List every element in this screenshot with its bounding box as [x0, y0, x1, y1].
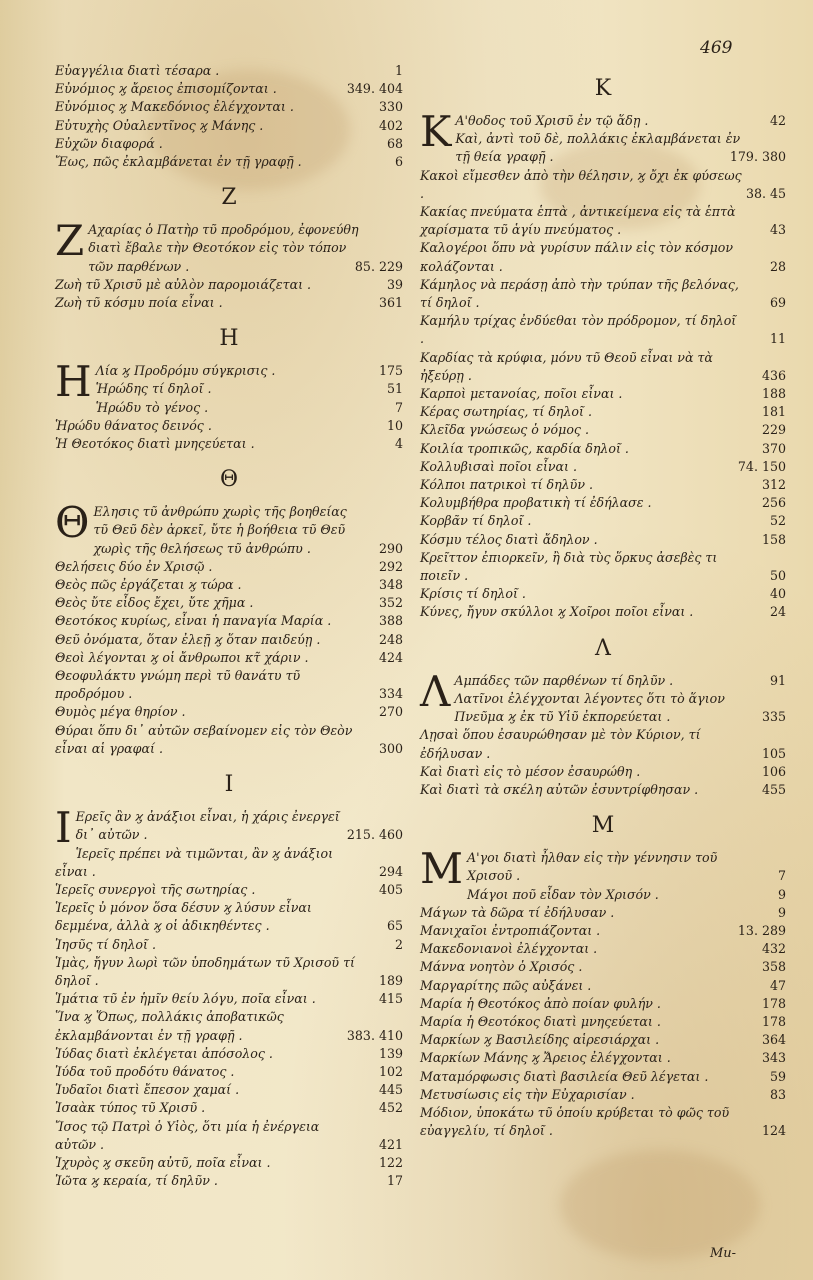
entry-text: Ἰυδαῖοι διατὶ ἔπεσον χαμαί .: [55, 1082, 240, 1098]
entry-page-reference: 215. 460: [346, 827, 403, 843]
entry-text: Μαρκίων Μάνης ϗ Ἄρειος ἐλέγχονται .: [420, 1050, 671, 1066]
index-entry: [420, 476, 786, 494]
entry-page-reference: 50: [769, 568, 786, 584]
drop-initial: M: [420, 844, 464, 894]
entry-page-reference: 343: [761, 1050, 786, 1066]
page-number: 469: [700, 38, 733, 58]
entry-text: Καρδίας τὰ κρύφια, μόνυ τῦ Θεοῦ εἶναι νὰ τὰ ἠξεύρῃ .: [420, 349, 713, 383]
entry-text: Ἔως, πῶς ἐκλαμβάνεται ἐν τῇ γραφῇ .: [55, 154, 302, 170]
entry-page-reference: 349. 404: [346, 81, 403, 97]
index-entry: [55, 1008, 403, 1044]
entry-page-reference: 52: [769, 513, 786, 529]
index-entry: [55, 1063, 403, 1081]
entry-text: Α'θοδος τοῦ Χρισῦ ἐν τῷ ἅδῃ .: [455, 113, 649, 128]
entry-page-reference: 312: [761, 477, 786, 493]
entry-page-reference: 91: [769, 672, 786, 688]
entry-page-reference: 383. 410: [346, 1027, 403, 1043]
entry-page-reference: 139: [378, 1045, 403, 1061]
entry-text: Κοιλία τροπικῶς, καρδία δηλοῖ .: [420, 440, 629, 456]
index-entry: [55, 294, 403, 312]
entry-page-reference: 124: [761, 1123, 786, 1139]
entry-page-reference: 47: [769, 977, 786, 993]
entry-text: Μαρία ἡ Θεοτόκος διατὶ μνηςεύεται .: [420, 1013, 661, 1029]
paper-stain: [560, 1150, 760, 1260]
index-entry: [420, 886, 786, 904]
entry-page-reference: 4: [394, 436, 403, 452]
entry-page-reference: 17: [386, 1173, 403, 1189]
drop-initial: Z: [55, 216, 85, 266]
entry-page-reference: 38. 45: [745, 185, 786, 201]
drop-initial: Λ: [420, 666, 451, 716]
index-entry: [420, 1049, 786, 1067]
index-entry: [55, 153, 403, 171]
index-entry: [420, 349, 786, 385]
entry-text: Εὐαγγέλια διατὶ τέσαρα .: [55, 63, 220, 78]
right-index-column: [420, 62, 786, 1140]
entry-text: Μαργαρίτης πῶς αὐξάνει .: [420, 977, 592, 993]
entry-text: Καὶ, ἀντὶ τοῦ δὲ, πολλάκις ἐκλαμβάνεται ἐν τῇ θεία γραφῇ .: [455, 131, 741, 165]
entry-page-reference: 59: [769, 1068, 786, 1084]
entry-page-reference: 364: [761, 1032, 786, 1048]
entry-text: Ἡ Θεοτόκος διατὶ μνηςεύεται .: [55, 436, 255, 452]
index-entry: [55, 954, 403, 990]
entry-page-reference: 335: [761, 709, 786, 725]
entry-page-reference: 415: [378, 991, 403, 1007]
catchword: Mu-: [710, 1246, 737, 1261]
index-entry: [55, 881, 403, 899]
index-entry: [55, 722, 403, 758]
entry-text: Ἰύδα τοῦ προδότυ θάνατος .: [55, 1063, 235, 1079]
index-entry: [55, 380, 403, 398]
entry-text: Ζωὴ τῦ κόσμυ ποία εἶναι .: [55, 295, 223, 311]
entry-page-reference: 300: [378, 740, 403, 756]
entry-page-reference: 40: [769, 586, 786, 602]
entry-page-reference: 43: [769, 222, 786, 238]
entry-page-reference: 13. 289: [737, 922, 786, 938]
index-entry-first: [55, 216, 403, 276]
entry-page-reference: 421: [378, 1136, 403, 1152]
entry-page-reference: 7: [777, 868, 786, 884]
entry-text: Κύνες, ἤγυν σκύλλοι ϗ Χοῖροι ποῖοι εἶναι .: [420, 604, 694, 620]
entry-page-reference: 402: [378, 117, 403, 133]
entry-text: Ἰχυρὸς ϗ σκεῦη αὐτῦ, ποῖα εἶναι .: [55, 1154, 271, 1170]
entry-page-reference: 7: [394, 399, 403, 415]
entry-text: Εὐχῶν διαφορά .: [55, 135, 163, 151]
entry-text: Μακεδονιανοὶ ἐλέγχονται .: [420, 941, 598, 957]
entry-text: Θεὸς ὔτε εἶδος ἔχει, ὔτε χῆμα .: [55, 595, 254, 611]
drop-initial: K: [420, 107, 452, 156]
entry-text: Ἰῶτα ϗ κεραία, τί δηλῦν .: [55, 1173, 218, 1189]
entry-text: Κολλυβισαὶ ποῖοι εἶναι .: [420, 458, 577, 474]
entry-text: Κρεῖττον ἐπιορκεῖν, ἢ διὰ τὺς ὅρκυς ἀσεβὲς τι ποιεῖν .: [420, 549, 718, 584]
entry-page-reference: 178: [761, 995, 786, 1011]
index-entry: [420, 977, 786, 995]
entry-text: Μαρία ἡ Θεοτόκος ἀπὸ ποίαν φυλήν .: [420, 995, 661, 1011]
entry-page-reference: 455: [761, 781, 786, 797]
index-entry: [420, 440, 786, 458]
entry-text: Λῃσαὶ ὅπου ἐσαυρώθησαν μὲ τὸν Κύριον, τί ἐδήλυσαν .: [420, 727, 701, 761]
entry-page-reference: 68: [386, 135, 403, 151]
entry-text: Ἱερεῖς ὐ μόνον ὅσα δέσυν ϗ λύσυν εἶναι δεμμένα, ἀλλὰ ϗ οἱ ἀδικηθέντες .: [55, 900, 312, 934]
entry-text: Ζωὴ τῦ Χρισῦ μὲ αὐλὸν παρομοιάζεται .: [55, 276, 312, 292]
entry-page-reference: 6: [394, 154, 403, 170]
entry-page-reference: 292: [378, 558, 403, 574]
index-entry: [55, 1154, 403, 1172]
index-entry: [55, 417, 403, 435]
entry-text: Θεοφυλάκτυ γνώμη περὶ τῦ θανάτυ τῦ προδρόμου .: [55, 668, 301, 702]
index-entry: [420, 1104, 786, 1140]
index-entry: [420, 239, 786, 275]
index-entry: [420, 940, 786, 958]
entry-text: Κολυμβήθρα προβατικὴ τί ἐδήλασε .: [420, 495, 652, 511]
index-entry: [55, 399, 403, 417]
entry-page-reference: 361: [378, 295, 403, 311]
index-entry: [420, 781, 786, 799]
entry-page-reference: 122: [378, 1154, 403, 1170]
entry-text: Ἱερεῖς συνεργοὶ τῆς σωτηρίας .: [55, 881, 256, 897]
index-entry: [420, 958, 786, 976]
index-entry: [55, 649, 403, 667]
entry-page-reference: 330: [378, 99, 403, 115]
entry-page-reference: 74. 150: [737, 458, 786, 474]
entry-text: Θυμὸς μέγα θηρίον .: [55, 704, 186, 720]
entry-text: Καὶ διατὶ εἰς τὸ μέσον ἐσαυρώθη .: [420, 763, 641, 779]
index-entry: [55, 1081, 403, 1099]
entry-text: Θεὸς πῶς ἐργάζεται ϗ τώρα .: [55, 577, 242, 593]
entry-page-reference: 290: [378, 540, 403, 556]
entry-text: Ερεῖς ἂν ϗ ἀνάξιοι εἶναι, ἡ χάρις ἐνεργεῖ δι᾽ αὐτῶν .: [75, 809, 340, 843]
entry-page-reference: 405: [378, 881, 403, 897]
index-entry: [420, 403, 786, 421]
entry-page-reference: 352: [378, 595, 403, 611]
entry-text: Α'γοι διατὶ ἦλθαν εἰς τὴν γέννησιν τοῦ Χρισοῦ .: [467, 850, 718, 884]
entry-text: Λατῖνοι ἐλέγχονται λέγοντες ὅτι τὸ ἅγιον Πνεῦμα ϗ ἐκ τῦ Υἱῦ ἐκπορεύεται .: [454, 690, 725, 725]
section-letter-heading: K: [594, 76, 612, 101]
index-entry: [55, 117, 403, 135]
entry-page-reference: 452: [378, 1100, 403, 1116]
index-entry: [55, 62, 403, 80]
entry-page-reference: 28: [769, 258, 786, 274]
entry-page-reference: 83: [769, 1086, 786, 1102]
entry-text: Εὐνόμιος ϗ Μακεδόνιος ἐλέγχονται .: [55, 99, 294, 115]
entry-page-reference: 189: [378, 972, 403, 988]
entry-page-reference: 9: [777, 904, 786, 920]
index-entry: [55, 899, 403, 935]
drop-initial: I: [55, 803, 72, 853]
entry-text: Ελησις τῦ ἀνθρώπυ χωρὶς τῆς βοηθείας τῦ Θεῦ δὲν ἀρκεῖ, ὔτε ἡ βοήθεια τῦ Θεῦ χωρὶς τῆς θελήσεως τῦ ἀνθρώπυ .: [93, 504, 347, 556]
entry-text: Αμπάδες τῶν παρθένων τί δηλῦν .: [454, 672, 674, 688]
index-entry: [420, 690, 786, 726]
index-entry-first: [55, 803, 403, 853]
index-entry: [55, 594, 403, 612]
entry-text: Κλεῖδα γνώσεως ὁ νόμος .: [420, 422, 589, 438]
index-entry: [55, 1099, 403, 1117]
index-entry: [55, 276, 403, 294]
entry-page-reference: 39: [386, 276, 403, 292]
index-entry: [420, 531, 786, 549]
entry-page-reference: 105: [761, 745, 786, 761]
index-entry: [55, 1172, 403, 1190]
entry-text: Θεοτόκος κυρίως, εἶναι ἡ παναγία Μαρία .: [55, 613, 332, 629]
entry-page-reference: 188: [761, 386, 786, 402]
entry-text: Ἱμὰς, ἤγυν λωρὶ τῶν ὑποδημάτων τῦ Χρισοῦ τί δηλοῖ .: [55, 954, 355, 988]
index-entry: [420, 549, 786, 585]
index-entry: [55, 1118, 403, 1154]
entry-page-reference: 2: [394, 936, 403, 952]
entry-text: Ἰύδας διατὶ ἐκλέγεται ἀπόσολος .: [55, 1045, 273, 1061]
entry-text: Θύραι ὅπυ δι᾽ αὐτῶν σεβαίνομεν εἰς τὸν Θεὸν εἶναι αἱ γραφαί .: [55, 722, 353, 756]
index-entry-first: [55, 498, 403, 558]
left-index-column: [55, 62, 403, 1190]
index-entry: [420, 904, 786, 922]
entry-page-reference: 432: [761, 941, 786, 957]
entry-text: Μανιχαῖοι ἐντροπιάζονται .: [420, 922, 601, 938]
index-entry: [420, 421, 786, 439]
entry-page-reference: 65: [386, 918, 403, 934]
index-entry: [55, 435, 403, 453]
entry-text: Εὐτυχὴς Οὐαλεντῖνος ϗ Μάνης .: [55, 117, 264, 133]
section-letter-heading: Θ: [219, 467, 239, 493]
entry-page-reference: 175: [378, 363, 403, 379]
entry-text: Μάγων τὰ δῶρα τί ἐδήλυσαν .: [420, 904, 615, 920]
section-letter-heading: M: [591, 813, 615, 839]
index-entry: [420, 167, 786, 203]
entry-page-reference: 388: [378, 613, 403, 629]
entry-text: Μάννα νοητὸν ὁ Χρισός .: [420, 959, 583, 975]
section-letter-heading: H: [219, 326, 239, 352]
entry-text: Καὶ διατὶ τὰ σκέλη αὐτῶν ἐσυντρίφθησαν .: [420, 781, 699, 797]
index-entry: [420, 494, 786, 512]
entry-text: Κακοὶ εἴμεσθεν ἀπὸ τὴν θέλησιν, ϗ ὄχι ἐκ φύσεως .: [420, 167, 742, 201]
index-entry: [55, 667, 403, 703]
index-entry: [55, 936, 403, 954]
index-entry: [420, 1031, 786, 1049]
entry-page-reference: 11: [769, 331, 786, 347]
entry-page-reference: 24: [769, 604, 786, 620]
index-entry: [55, 845, 403, 881]
entry-page-reference: 1: [394, 63, 403, 78]
entry-page-reference: 85. 229: [354, 258, 403, 274]
entry-page-reference: 9: [777, 886, 786, 902]
entry-page-reference: 178: [761, 1013, 786, 1029]
index-entry: [420, 726, 786, 762]
section-letter-heading: I: [224, 772, 234, 798]
entry-text: Μάγοι ποῦ εἶδαν τὸν Χρισόν .: [467, 886, 659, 902]
drop-initial: Θ: [55, 498, 90, 548]
index-entry: [420, 276, 786, 312]
index-entry: [55, 612, 403, 630]
entry-page-reference: 424: [378, 649, 403, 665]
entry-page-reference: 270: [378, 704, 403, 720]
drop-initial: H: [55, 357, 92, 407]
entry-page-reference: 248: [378, 631, 403, 647]
index-entry: [420, 130, 786, 166]
entry-text: Ἰησῦς τί δηλοῖ .: [55, 936, 156, 952]
entry-text: Ἴσος τῷ Πατρὶ ὁ Υἱὸς, ὅτι μία ἡ ἐνέργεια αὐτῶν .: [55, 1118, 320, 1152]
entry-page-reference: 102: [378, 1063, 403, 1079]
section-letter-heading: Λ: [595, 635, 611, 661]
index-entry: [55, 703, 403, 721]
index-entry: [55, 631, 403, 649]
entry-text: Καμήλυ τρίχας ἐνδύεθαι τὸν πρόδρομον, τί δηλοῖ .: [420, 313, 737, 347]
index-entry: [55, 1045, 403, 1063]
entry-text: Κόλποι πατρικοὶ τί δηλῦν .: [420, 477, 593, 493]
entry-text: Αχαρίας ὁ Πατὴρ τῦ προδρόμου, ἐφονεύθη διατὶ ἔβαλε τὴν Θεοτόκον εἰς τὸν τόπον τῶν παρθένων .: [88, 222, 359, 274]
entry-text: Ἰσαὰκ τύπος τῦ Χρισῦ .: [55, 1100, 206, 1116]
entry-text: Κακίας πνεύματα ἑπτὰ , ἀντικείμενα εἰς τὰ ἑπτὰ χαρίσματα τῦ ἁγίυ πνεύματος .: [420, 204, 736, 238]
entry-page-reference: 181: [761, 404, 786, 420]
index-entry: [420, 312, 786, 348]
entry-text: Ἵνα ϗ Ὅπως, πολλάκις ἀποβατικῶς ἐκλαμβάνονται ἐν τῇ γραφῇ .: [55, 1009, 284, 1043]
entry-text: Μαρκίων ϗ Βασιλείδης αἱρεσιάρχαι .: [420, 1032, 660, 1048]
entry-page-reference: 42: [769, 113, 786, 128]
index-entry: [55, 135, 403, 153]
entry-text: Θεῦ ὀνόματα, ὅταν ἐλεῇ ϗ ὅταν παιδεύῃ .: [55, 631, 321, 647]
entry-page-reference: 436: [761, 367, 786, 383]
entry-text: Μετυσίωσις εἰς τὴν Εὐχαρισίαν .: [420, 1086, 635, 1102]
index-entry: [420, 1013, 786, 1031]
index-entry: [420, 763, 786, 781]
entry-text: Μόδιον, ὑποκάτω τῦ ὁποίυ κρύβεται τὸ φῶς τοῦ εὐαγγελίυ, τί δηλοῖ .: [420, 1104, 730, 1139]
entry-text: Κορβᾶν τί δηλοῖ .: [420, 513, 532, 529]
entry-page-reference: 256: [761, 495, 786, 511]
entry-text: Ματαμόρφωσις διατὶ βασιλεία Θεῦ λέγεται .: [420, 1068, 709, 1084]
entry-page-reference: 370: [761, 440, 786, 456]
index-entry: [420, 512, 786, 530]
entry-page-reference: 158: [761, 531, 786, 547]
index-entry: [55, 80, 403, 98]
entry-text: Ἱερεῖς πρέπει νὰ τιμῶνται, ἂν ϗ ἀνάξιοι εἶναι .: [55, 845, 334, 879]
entry-page-reference: 51: [386, 381, 403, 397]
entry-page-reference: 358: [761, 959, 786, 975]
section-letter-heading: Z: [221, 185, 237, 211]
index-entry: [55, 98, 403, 116]
index-entry: [420, 585, 786, 603]
entry-text: Λία ϗ Προδρόμυ σύγκρισις .: [95, 363, 276, 379]
index-entry: [420, 922, 786, 940]
entry-text: Ἡρώδυ τὸ γένος .: [95, 399, 209, 415]
entry-text: Ἡρώδης τί δηλοῖ .: [95, 381, 212, 397]
entry-page-reference: 445: [378, 1082, 403, 1098]
entry-page-reference: 334: [378, 686, 403, 702]
index-entry: [55, 558, 403, 576]
entry-text: Κέρας σωτηρίας, τί δηλοῖ .: [420, 404, 592, 420]
entry-text: Καλογέροι ὅπυ νὰ γυρίσυν πάλιν εἰς τὸν κόσμον κολάζονται .: [420, 240, 733, 274]
index-entry: [420, 1068, 786, 1086]
index-entry: [420, 995, 786, 1013]
index-entry: [420, 385, 786, 403]
index-entry: [420, 1086, 786, 1104]
index-entry: [420, 603, 786, 621]
entry-page-reference: 229: [761, 422, 786, 438]
entry-text: Εὐνόμιος ϗ ἄρειος ἐπισομίζονται .: [55, 81, 277, 97]
entry-page-reference: 294: [378, 863, 403, 879]
entry-text: Καρποὶ μετανοίας, ποῖοι εἶναι .: [420, 386, 623, 402]
entry-text: Ἱμάτια τῦ ἐν ἡμῖν θείυ λόγυ, ποῖα εἶναι .: [55, 991, 316, 1007]
index-entry: [55, 990, 403, 1008]
entry-text: Θελήσεις δύο ἐν Χρισῷ .: [55, 558, 213, 574]
entry-text: Κρίσις τί δηλοῖ .: [420, 586, 526, 602]
entry-text: Κόσμυ τέλος διατὶ ἄδηλον .: [420, 531, 598, 547]
entry-page-reference: 69: [769, 295, 786, 311]
entry-text: Θεοὶ λέγονται ϗ οἱ ἄνθρωποι κτ̃ χάριν .: [55, 649, 309, 665]
index-entry: [420, 458, 786, 476]
entry-text: Ἡρώδυ θάνατος δεινός .: [55, 417, 212, 433]
index-entry: [420, 203, 786, 239]
entry-page-reference: 106: [761, 763, 786, 779]
entry-page-reference: 348: [378, 577, 403, 593]
entry-page-reference: 10: [386, 417, 403, 433]
entry-page-reference: 179. 380: [729, 149, 786, 165]
index-entry: [55, 576, 403, 594]
entry-text: Κάμηλος νὰ περάσῃ ἀπὸ τὴν τρύπαν τῆς βελόνας, τί δηλοῖ .: [420, 276, 739, 311]
